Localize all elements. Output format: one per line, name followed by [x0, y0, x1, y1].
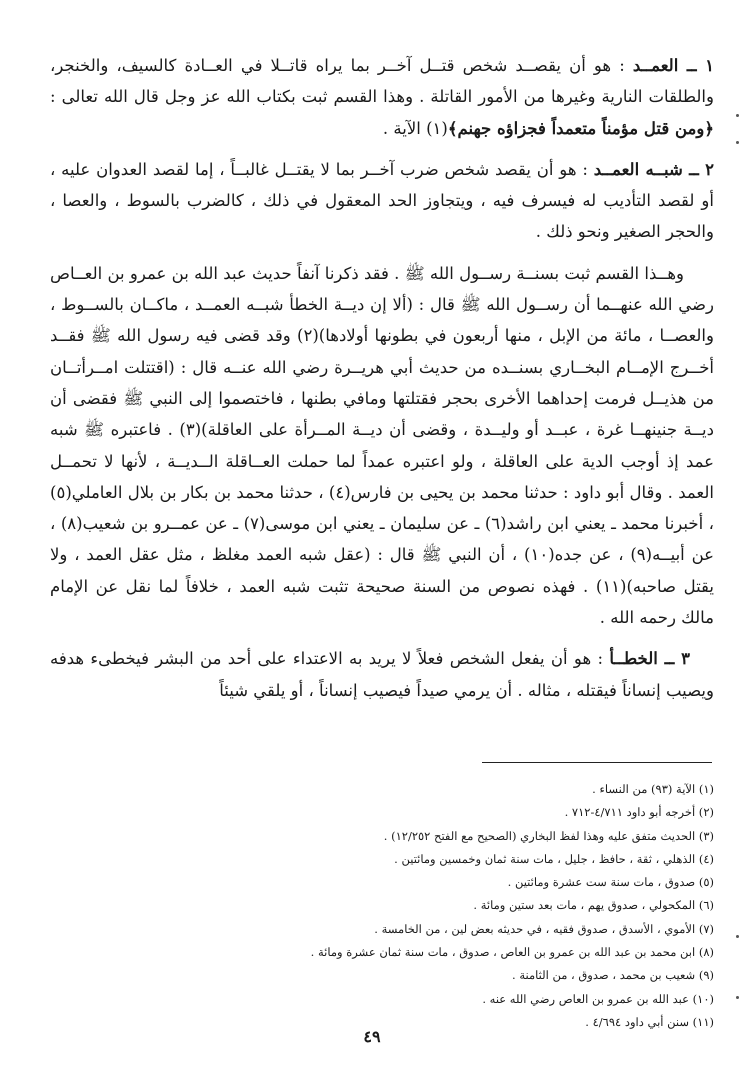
margin-mark	[736, 141, 739, 144]
footnote-6: (٦) المكحولي ، صدوق يهم ، مات بعد ستين ومائة .	[473, 898, 714, 913]
paragraph-1	[50, 50, 714, 144]
margin-mark	[736, 114, 739, 117]
section-heading-2: ٢ ــ شبــه العمــد	[593, 159, 714, 179]
footnote-5: (٥) صدوق ، مات سنة ست عشرة ومائتين .	[507, 875, 714, 890]
paragraph-text: : هو أن يفعل الشخص فعلاً لا يريد به الاعتداء على أحد من البشر فيخطىء هدفه ويصيب إنساناً فيقتله ، مثاله . أن يرمي صيداً فيصيب إنساناً ، أو يلقي شيئاً	[50, 649, 714, 700]
paragraph-text: : هو أن يقصــد شخص قتــل آخــر بما يراه قاتــلا في العــادة كالسيف، والخنجر، والطلقات النارية وغيرها من الأمور القاتلة . وهذا القسم ثبت بكتاب الله عز وجل قال الله تعالى :	[50, 56, 714, 107]
section-heading-3: ٣ ــ الخطــأ	[609, 649, 690, 669]
margin-mark	[736, 935, 739, 938]
footnote-10: (١٠) عبد الله بن عمرو بن العاص رضي الله عنه .	[482, 991, 714, 1006]
footnote-8: (٨) ابن محمد بن عبد الله بن عمرو بن العاص ، صدوق ، مات سنة ثمان عشرة ومائة .	[310, 945, 714, 960]
page-number: ٤٩	[363, 1027, 381, 1046]
paragraph-text: وهــذا القسم ثبت بسنــة رســول الله ﷺ . فقد ذكرنا آنفاً حديث عبد الله بن عمرو بن العــاص رضي الله عنهــما أن رســول الله ﷺ قال : (ألا إن ديــة الخطأ شبــه العمــد ، ماكــان بالســوط ، والعصــا ، مائة من الإبل ، منها أربعون في بطونها أولادها)(٢) وقد قضى فيه رسول الله ﷺ فقــد أخــرج الإمــام البخــاري بسنــده من حديث أبي هريــرة رضي الله عنــه قال : (اقتتلت امــرأتــان من هذيــل فرمت إحداهما الأخرى بحجر فقتلتها ومافي بطنها ، فاختصموا إلى النبي ﷺ فقضى أن ديــة جنينهــا غرة ، عبــد أو وليــدة ، وقضى أن ديــة المــرأة على العاقلة)(٣) . فاعتبره ﷺ شبه عمد إذ أوجب الدية على العاقلة ، ولو اعتبره عمداً لما حملت العــاقلة الــديــة ، لأنها لا تحمــل العمد . وقال أبو داود : حدثنا محمد بن يحيى بن فارس(٤) ، حدثنا محمد بن بكار بن بلال العاملي(٥) ، أخبرنا محمد ـ يعني ابن راشد(٦) ـ عن سليمان ـ يعني ابن موسى(٧) ـ عن عمــرو بن شعيب(٨) ، عن أبيــه(٩) ، عن جده(١٠) ، أن النبي ﷺ قال : (عقل شبه العمد مغلظ ، مثل عقل العمد ، ولا يقتل صاحبه)(١١) . فهذه نصوص من السنة صحيحة تثبت شبه العمد ، خلافاً لما نقل عن الإمام مالك رحمه الله .	[50, 263, 715, 628]
paragraph-tail: (١) الآية .	[382, 118, 448, 138]
footnote-9: (٩) شعيب بن محمد ، صدوق ، من الثامنة .	[512, 968, 714, 983]
footnote-divider	[482, 762, 712, 763]
section-heading-1: ١ ــ العمــد	[632, 56, 714, 75]
paragraph-text: : هو أن يقصد شخص ضرب آخــر بما لا يقتــل غالبــاً ، إما لقصد العدوان عليه ، أو لقصد التأديب له فيسرف فيه ، ويتجاوز الحد المعقول في ذلك ، كالضرب بالسوط ، والعصا ، والحجر الصغير ونحو ذلك .	[50, 159, 714, 242]
paragraph-2	[50, 154, 714, 248]
footnote-1: (١) الآية (٩٣) من النساء .	[592, 782, 714, 796]
footnote-11: (١١) سنن أبي داود ٤/٦٩٤ .	[585, 1014, 714, 1029]
paragraph-4	[50, 643, 714, 706]
quran-quote: ﴿ومن قتل مؤمناً متعمداً فجزاؤه جهنم﴾	[447, 118, 714, 138]
paragraph-3	[50, 258, 714, 634]
footnote-3: (٣) الحديث متفق عليه وهذا لفظ البخاري (الصحيح مع الفتح ١٢/٢٥٢) .	[383, 828, 714, 843]
footnote-4: (٤) الذهلي ، ثقة ، حافظ ، جليل ، مات سنة ثمان وخمسين ومائتين .	[394, 851, 714, 866]
footnote-2: (٢) أخرجه أبو داود ٤/٧١١-٧١٢ .	[564, 805, 714, 820]
margin-mark	[736, 996, 739, 999]
main-text	[50, 50, 714, 716]
footnote-7: (٧) الأموي ، الأسدق ، صدوق فقيه ، في حديثه بعض لين ، من الخامسة .	[374, 921, 714, 936]
footnotes	[74, 778, 714, 1034]
